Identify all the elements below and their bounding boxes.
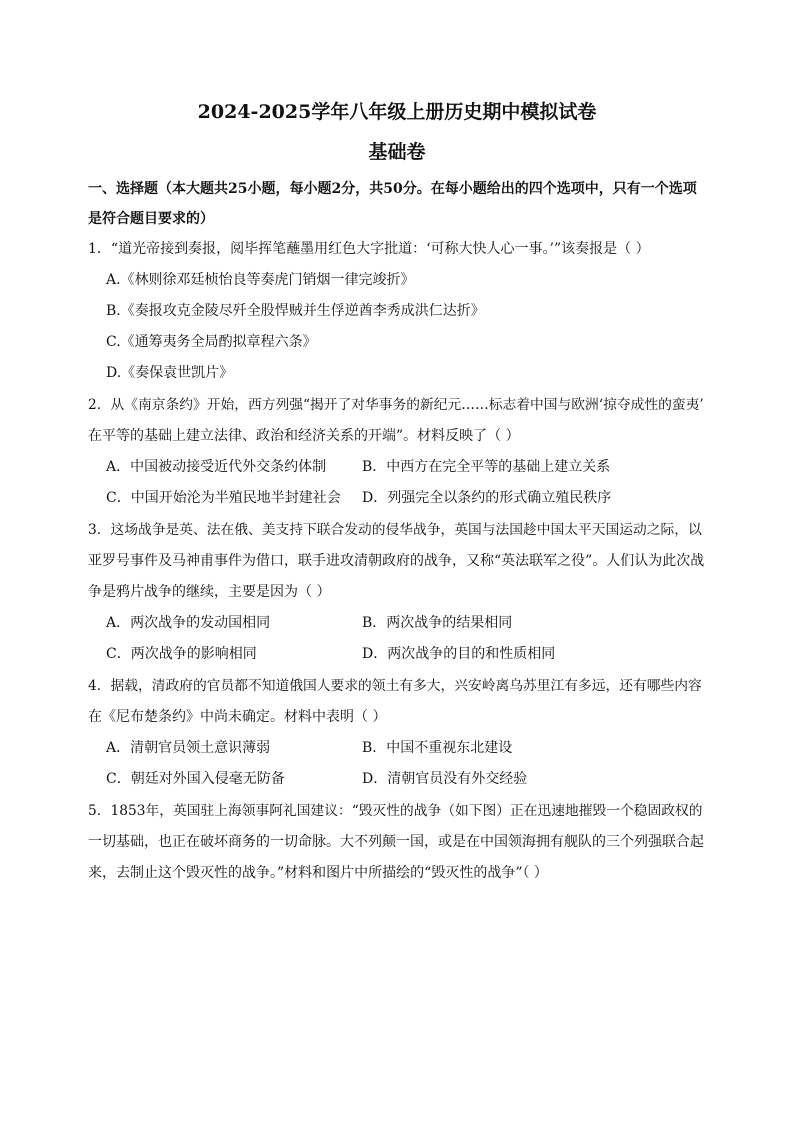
question-1-option-a: A.《林则徐邓廷桢怡良等奏虎门销烟一律完竣折》 — [106, 272, 415, 288]
question-2-option-b: B．中西方在完全平等的基础上建立关系 — [362, 459, 611, 475]
question-3-stem-line-1: 3．这场战争是英、法在俄、美支持下联合发动的侵华战争，英国与法国趁中国太平天国运动之际，以 — [88, 522, 702, 538]
question-3-option-b: B．两次战争的结果相同 — [362, 615, 513, 631]
question-1-option-d: D.《奏保袁世凯片》 — [106, 365, 234, 381]
question-3-stem-line-2: 亚罗号事件及马神甫事件为借口，联手进攻清朝政府的战争，又称“英法联军之役”。人们认为此次战 — [88, 553, 705, 569]
question-5-stem-line-3: 来，去制止这个毁灭性的战争。”材料和图片中所描绘的“毁灭性的战争”（ ） — [88, 865, 548, 881]
question-4-option-c: C．朝廷对外国入侵毫无防备 — [106, 771, 285, 787]
question-2-option-a: A．中国被动接受近代外交条约体制 — [106, 459, 327, 475]
question-4-option-d: D．清朝官员没有外交经验 — [362, 771, 528, 787]
question-4-stem-line-2: 在《尼布楚条约》中尚未确定。材料中表明（ ） — [88, 709, 387, 725]
question-3-option-c: C．两次战争的影响相同 — [106, 646, 257, 662]
section-heading-line-1: 一、选择题（本大题共25小题，每小题2分，共50分。在每小题给出的四个选项中，只有一个选项 — [88, 181, 697, 197]
question-3-option-a: A．两次战争的发动国相同 — [106, 615, 271, 631]
question-1-option-c: C.《通筹夷务全局酌拟章程六条》 — [106, 334, 317, 350]
question-2-option-c: C．中国开始沦为半殖民地半封建社会 — [106, 490, 341, 506]
question-2-option-d: D．列强完全以条约的形式确立殖民秩序 — [362, 490, 612, 506]
question-1-option-b: B.《奏报攻克金陵尽歼全股悍贼并生俘逆酋李秀成洪仁达折》 — [106, 303, 485, 319]
question-3-stem-line-3: 争是鸦片战争的继续，主要是因为（ ） — [88, 584, 331, 600]
question-1-stem: 1．“道光帝接到奏报，阅毕挥笔蘸墨用红色大字批道：‘可称大快人心一事。’”该奏报是（ ） — [88, 241, 650, 257]
question-4-stem-line-1: 4．据载，清政府的官员都不知道俄国人要求的领土有多大，兴安岭离乌苏里江有多远，还有哪些内容 — [88, 678, 702, 694]
question-2-stem-line-1: 2．从《南京条约》开始，西方列强“揭开了对华事务的新纪元……标志着中国与欧洲‘掠夺成性的蛮夷’ — [88, 397, 704, 413]
question-5-stem-line-2: 一切基础，也正在破坏商务的一切命脉。大不列颠一国，或是在中国领海拥有舰队的三个列强联合起 — [88, 834, 704, 850]
exam-subtitle: 基础卷 — [368, 141, 426, 163]
section-heading-line-2: 是符合题目要求的） — [88, 211, 214, 227]
question-4-option-b: B．中国不重视东北建设 — [362, 740, 513, 756]
question-5-stem-line-1: 5．1853年，英国驻上海领事阿礼国建议：“毁灭性的战争（如下图）正在迅速地摧毁一个稳固政权的 — [88, 803, 703, 819]
question-2-stem-line-2: 在平等的基础上建立法律、政治和经济关系的开端”。材料反映了（ ） — [88, 428, 520, 444]
question-3-option-d: D．两次战争的目的和性质相同 — [362, 646, 556, 662]
exam-title: 2024-2025学年八年级上册历史期中模拟试卷 — [197, 101, 597, 123]
question-4-option-a: A．清朝官员领土意识薄弱 — [106, 740, 271, 756]
